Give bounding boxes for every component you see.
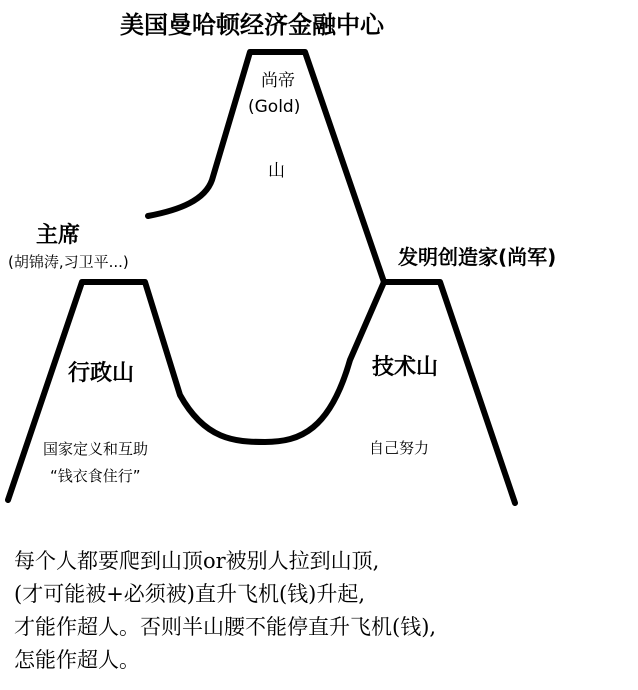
left-leader-label: 主席: [36, 223, 81, 248]
summit-name: 尚帝: [261, 71, 295, 91]
left-leader-names: (胡锦涛,习卫平...): [8, 253, 129, 271]
left-note-line2: “钱衣食住行”: [50, 467, 141, 485]
left-mountain-label: 行政山: [68, 361, 135, 386]
right-mountain-outline: [384, 282, 515, 503]
diagram-title: 美国曼哈顿经济金融中心: [120, 11, 384, 39]
caption-line-2: (才可能被+必须被)直升飞机(钱)升起,: [14, 582, 366, 606]
right-note: 自己努力: [369, 439, 430, 457]
right-leader-label: 发明创造家(尚军): [398, 245, 557, 269]
summit-name-en: (Gold): [248, 97, 301, 117]
right-mountain-label: 技术山: [372, 355, 439, 380]
caption: [14, 545, 629, 677]
caption-line-3: 才能作超人。否则半山腰不能停直升飞机(钱),: [14, 615, 437, 639]
summit-mountain-label: 山: [268, 161, 285, 181]
caption-line-1: 每个人都要爬到山顶or被别人拉到山顶,: [14, 549, 380, 573]
caption-line-4: 怎能作超人。: [14, 648, 140, 672]
left-note-line1: 国家定义和互助: [43, 440, 149, 458]
